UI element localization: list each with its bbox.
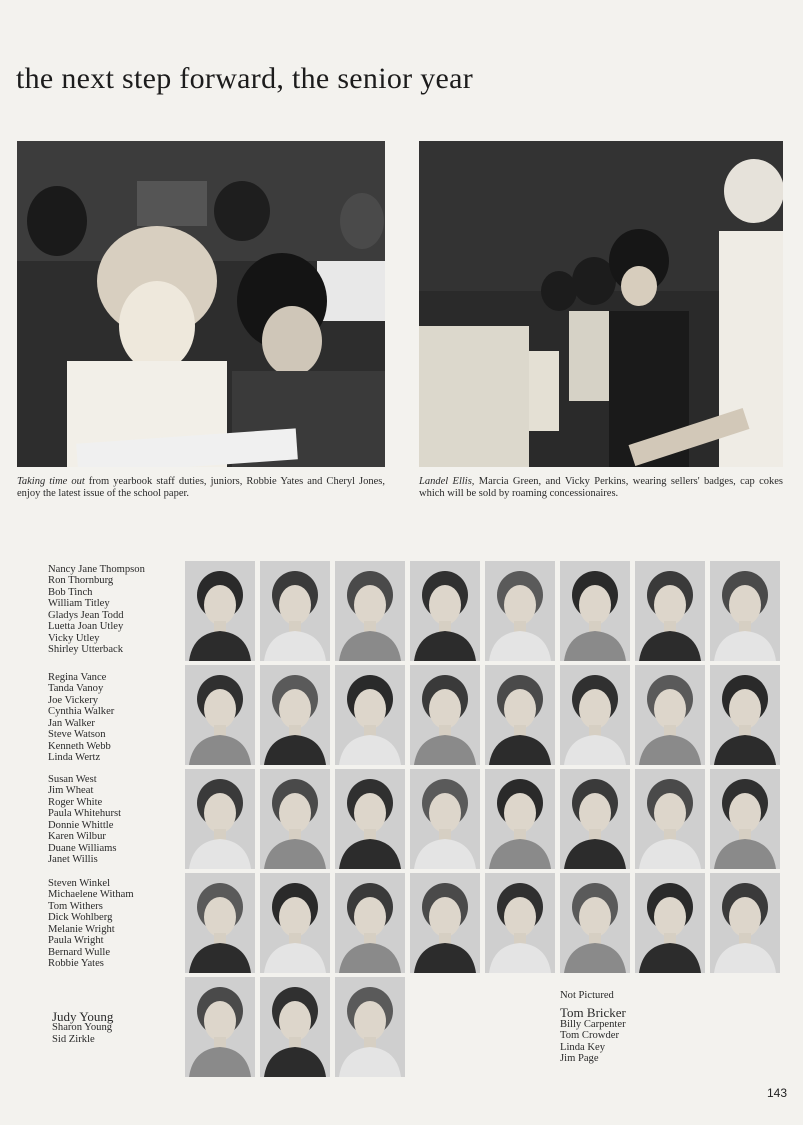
name-group-5: [52, 1011, 113, 1045]
student-name: Kenneth Webb: [48, 740, 111, 752]
caption-right-lead: Landel Ellis,: [419, 476, 475, 487]
student-portrait: [560, 665, 630, 765]
student-portrait: [185, 873, 255, 973]
student-name: Cynthia Walker: [48, 706, 115, 718]
student-portrait: [635, 873, 705, 973]
caption-left-lead: Taking time out: [17, 476, 85, 487]
student-portrait: [485, 873, 555, 973]
student-portrait: [560, 873, 630, 973]
caption-right: [419, 476, 783, 500]
student-name: Bernard Wulle: [48, 946, 111, 958]
student-portrait: [710, 769, 780, 869]
student-portrait: [185, 977, 255, 1077]
student-portrait: [335, 873, 405, 973]
student-name: Donnie Whittle: [48, 819, 114, 831]
student-portrait: [335, 561, 405, 661]
student-portrait: [710, 873, 780, 973]
student-name: Jim Page: [560, 1053, 599, 1065]
page-number: 143: [767, 1086, 788, 1100]
student-name: Judy Young: [52, 1009, 114, 1024]
student-portrait: [335, 977, 405, 1077]
caption-right-text: Marcia Green, and Vicky Perkins, wearing sellers' badges, cap cokes which will be sold by roaming concessionaires.: [419, 476, 783, 499]
student-name: Tom Bricker: [560, 1005, 626, 1021]
photo-yearbook-staff: [17, 141, 385, 467]
student-portrait: [635, 665, 705, 765]
student-name: Paula Whitehurst: [48, 808, 122, 820]
student-portrait: [710, 665, 780, 765]
student-portrait: [485, 769, 555, 869]
caption-left-text: from yearbook staff duties, juniors, Robbie Yates and Cheryl Jones, enjoy the latest issue of the school paper.: [17, 476, 386, 499]
student-name: Tom Crowder: [560, 1030, 619, 1042]
student-name: Gladys Jean Todd: [48, 609, 124, 621]
student-name: Robbie Yates: [48, 958, 104, 970]
student-portrait: [485, 665, 555, 765]
not-pictured-heading: Not Pictured: [560, 990, 614, 1001]
not-pictured-list: [560, 990, 626, 1064]
student-name: Sid Zirkle: [52, 1033, 95, 1045]
student-name: Paula Wright: [48, 935, 104, 947]
student-portrait: [560, 561, 630, 661]
student-name: William Titley: [48, 598, 110, 610]
name-group-3: [48, 774, 121, 866]
student-name: Roger White: [48, 796, 103, 808]
student-portrait: [335, 769, 405, 869]
student-name: Steven Winkel: [48, 878, 111, 889]
student-portrait: [185, 769, 255, 869]
page-heading: the next step forward, the senior year: [16, 62, 474, 95]
student-portrait: [185, 561, 255, 661]
student-portrait: [410, 873, 480, 973]
photo-coke-sellers: [419, 141, 783, 467]
student-name: Melanie Wright: [48, 923, 115, 935]
caption-left: [17, 476, 385, 500]
student-portrait: [410, 561, 480, 661]
student-portrait: [710, 561, 780, 661]
student-portrait: [410, 665, 480, 765]
student-name: Dick Wohlberg: [48, 912, 113, 924]
student-name: Shirley Utterback: [48, 644, 124, 656]
student-portrait: [260, 665, 330, 765]
student-name: Duane Williams: [48, 842, 117, 854]
student-name: Luetta Joan Utley: [48, 621, 124, 633]
student-name: Joe Vickery: [48, 694, 99, 706]
student-name: Linda Key: [560, 1041, 606, 1053]
student-name: Regina Vance: [48, 672, 107, 683]
student-portrait: [260, 561, 330, 661]
student-portrait: [185, 665, 255, 765]
student-name: Janet Willis: [48, 854, 98, 866]
student-portrait: [260, 873, 330, 973]
student-portrait: [260, 977, 330, 1077]
student-name: Michaelene Witham: [48, 889, 134, 901]
student-name: Billy Carpenter: [560, 1018, 626, 1030]
name-group-4: [48, 878, 134, 970]
student-portrait: [335, 665, 405, 765]
student-name: Vicky Utley: [48, 632, 100, 644]
student-name: Susan West: [48, 774, 97, 785]
student-name: Linda Wertz: [48, 752, 101, 764]
student-name: Jan Walker: [48, 717, 95, 729]
name-group-2: [48, 672, 114, 764]
student-name: Karen Wilbur: [48, 831, 106, 843]
student-portrait: [410, 769, 480, 869]
student-portrait: [635, 561, 705, 661]
student-name: Steve Watson: [48, 729, 106, 741]
student-name: Ron Thornburg: [48, 575, 114, 587]
student-name: Bob Tinch: [48, 586, 93, 598]
student-portrait: [635, 769, 705, 869]
name-group-1: [48, 564, 145, 656]
student-name: Tom Withers: [48, 900, 103, 912]
student-name: Nancy Jane Thompson: [48, 564, 145, 575]
student-portrait: [485, 561, 555, 661]
student-name: Sharon Young: [52, 1022, 113, 1034]
student-portrait: [260, 769, 330, 869]
student-portrait: [560, 769, 630, 869]
student-name: Tanda Vanoy: [48, 683, 104, 695]
student-name: Jim Wheat: [48, 785, 94, 797]
